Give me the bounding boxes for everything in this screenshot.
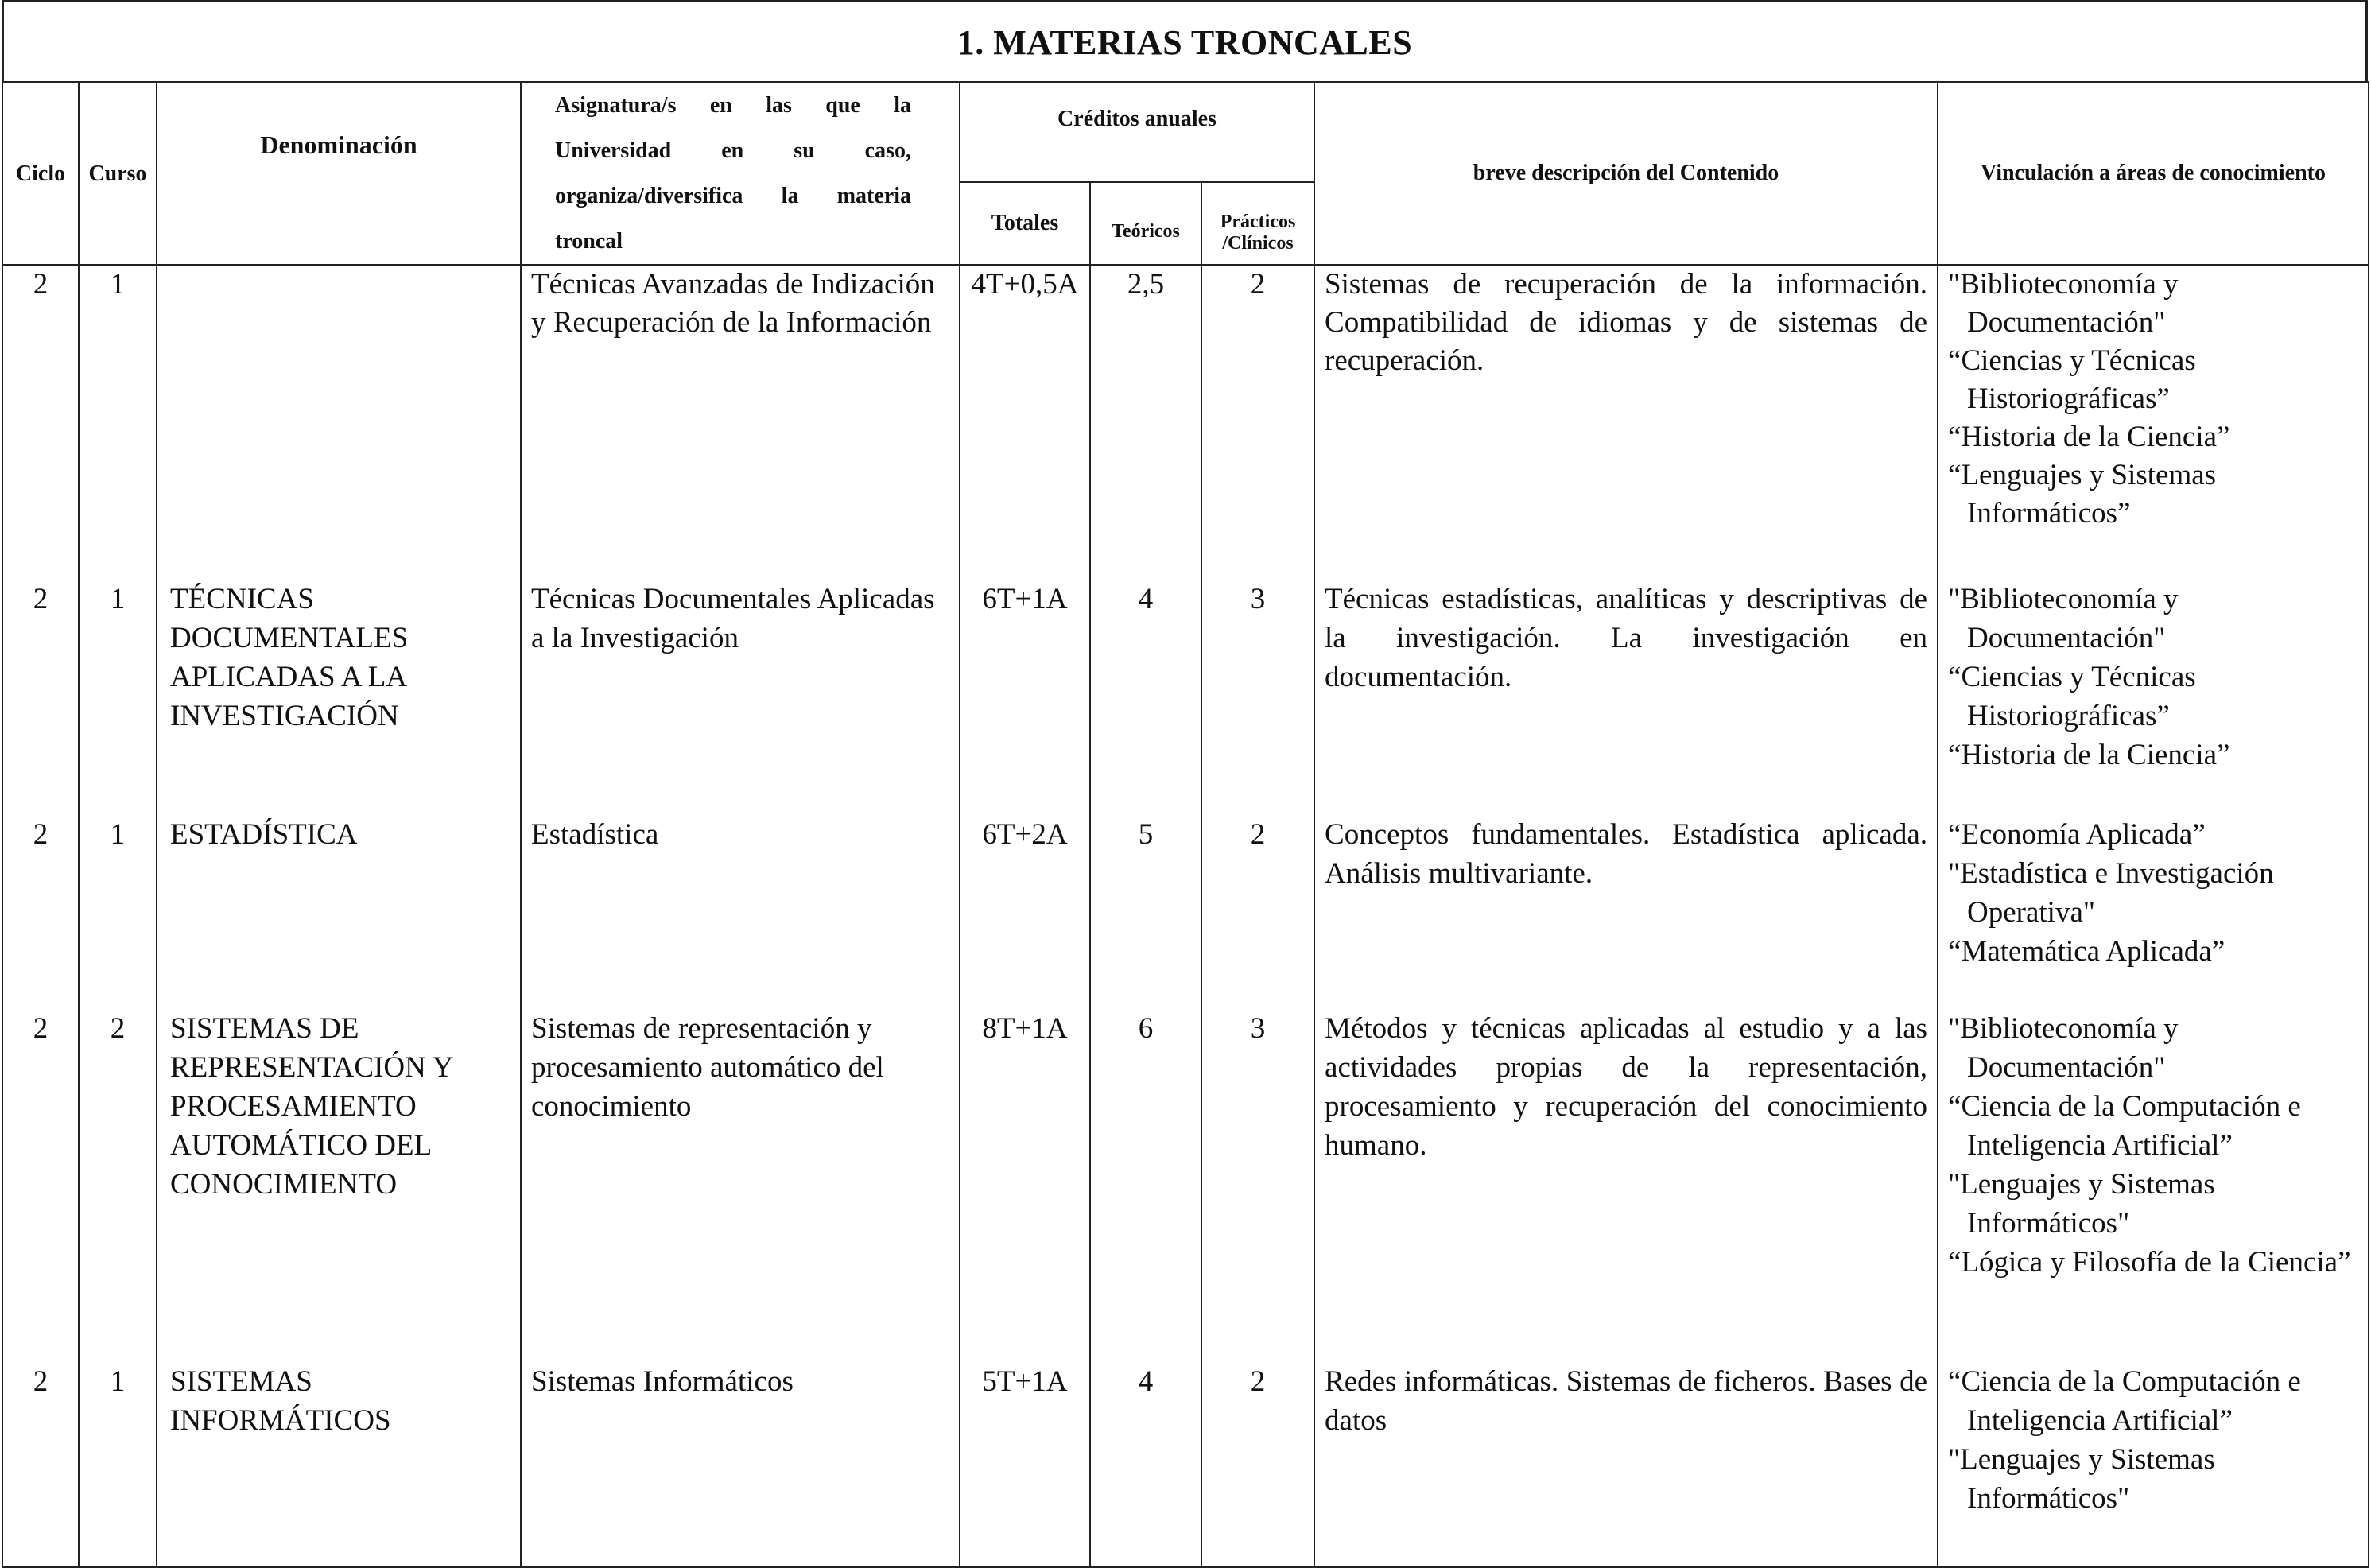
asignatura-cell: Técnicas Avanzadas de Indización y Recuperación de la Información bbox=[521, 265, 960, 575]
table-row bbox=[2, 810, 2369, 1004]
ciclo-cell: 2 bbox=[2, 1004, 79, 1357]
practicos-cell: 2 bbox=[1201, 265, 1314, 575]
area-item: “Ciencia de la Computación e Inteligencia Artificial” bbox=[1948, 1365, 2301, 1437]
practicos-cell: 3 bbox=[1201, 1004, 1314, 1357]
curso-cell: 1 bbox=[79, 575, 157, 810]
table-row bbox=[2, 1004, 2369, 1357]
header-ciclo: Ciclo bbox=[2, 82, 79, 265]
document-page bbox=[2, 0, 2368, 1565]
area-item: “Ciencias y Técnicas Historiográficas” bbox=[1948, 661, 2196, 732]
denominacion-cell: SISTEMAS INFORMÁTICOS bbox=[157, 1357, 521, 1567]
denominacion-cell: ESTADÍSTICA bbox=[157, 810, 521, 1004]
table-row bbox=[2, 265, 2369, 575]
area-item: "Estadística e Investigación Operativa" bbox=[1948, 857, 2274, 929]
ciclo-cell: 2 bbox=[2, 575, 79, 810]
ciclo-cell: 2 bbox=[2, 1357, 79, 1567]
totales-cell: 6T+2A bbox=[960, 810, 1090, 1004]
area-item: "Lenguajes y Sistemas Informáticos" bbox=[1948, 1443, 2215, 1515]
descripcion-cell: Técnicas estadísticas, analíticas y descriptivas de la investigación. La investigación en documentación. bbox=[1314, 575, 1938, 810]
teoricos-cell: 6 bbox=[1090, 1004, 1201, 1357]
curso-cell: 2 bbox=[79, 1004, 157, 1357]
area-item: "Biblioteconomía y Documentación" bbox=[1948, 268, 2179, 339]
asignatura-cell: Sistemas de representación y procesamiento automático del conocimiento bbox=[521, 1004, 960, 1357]
denominacion-cell bbox=[157, 265, 521, 575]
descripcion-cell: Redes informáticas. Sistemas de ficheros. Bases de datos bbox=[1314, 1357, 1938, 1567]
page-title: 1. MATERIAS TRONCALES bbox=[2, 0, 2368, 83]
area-item: “Ciencias y Técnicas Historiográficas” bbox=[1948, 344, 2196, 415]
header-creditos: Créditos anuales bbox=[960, 82, 1314, 182]
curso-cell: 1 bbox=[79, 1357, 157, 1567]
curso-cell: 1 bbox=[79, 265, 157, 575]
area-item: "Lenguajes y Sistemas Informáticos" bbox=[1948, 1168, 2215, 1240]
descripcion-cell: Conceptos fundamentales. Estadística aplicada. Análisis multivariante. bbox=[1314, 810, 1938, 1004]
practicos-cell: 2 bbox=[1201, 1357, 1314, 1567]
header-asignaturas: Asignatura/s en las que la Universidad en su caso, organiza/diversifica la materia troncal bbox=[521, 82, 960, 265]
table-row bbox=[2, 1357, 2369, 1567]
teoricos-cell: 5 bbox=[1090, 810, 1201, 1004]
area-item: “Ciencia de la Computación e Inteligencia Artificial” bbox=[1948, 1090, 2301, 1162]
area-item: "Biblioteconomía y Documentación" bbox=[1948, 583, 2179, 654]
table-row bbox=[2, 575, 2369, 810]
areas-cell bbox=[1938, 265, 2369, 575]
area-item: “Economía Aplicada” bbox=[1948, 818, 2206, 851]
area-item: “Historia de la Ciencia” bbox=[1948, 739, 2230, 771]
materias-table bbox=[2, 81, 2369, 1568]
denominacion-cell: SISTEMAS DE REPRESENTACIÓN Y PROCESAMIENTO AUTOMÁTICO DEL CONOCIMIENTO bbox=[157, 1004, 521, 1357]
totales-cell: 6T+1A bbox=[960, 575, 1090, 810]
totales-cell: 8T+1A bbox=[960, 1004, 1090, 1357]
header-descripcion: breve descripción del Contenido bbox=[1314, 82, 1938, 265]
denominacion-cell: TÉCNICAS DOCUMENTALES APLICADAS A LA INVESTIGACIÓN bbox=[157, 575, 521, 810]
areas-cell bbox=[1938, 1004, 2369, 1357]
header-practicos: Prácticos /Clínicos bbox=[1201, 182, 1314, 265]
header-teoricos: Teóricos bbox=[1090, 182, 1201, 265]
area-item: “Lógica y Filosofía de la Ciencia” bbox=[1948, 1246, 2351, 1279]
header-denominacion: Denominación bbox=[157, 82, 521, 265]
header-vinculacion: Vinculación a áreas de conocimiento bbox=[1938, 82, 2369, 265]
ciclo-cell: 2 bbox=[2, 265, 79, 575]
teoricos-cell: 2,5 bbox=[1090, 265, 1201, 575]
asignatura-cell: Sistemas Informáticos bbox=[521, 1357, 960, 1567]
area-item: “Lenguajes y Sistemas Informáticos” bbox=[1948, 459, 2217, 530]
curso-cell: 1 bbox=[79, 810, 157, 1004]
asignatura-cell: Estadística bbox=[521, 810, 960, 1004]
totales-cell: 5T+1A bbox=[960, 1357, 1090, 1567]
teoricos-cell: 4 bbox=[1090, 575, 1201, 810]
header-totales: Totales bbox=[960, 182, 1090, 265]
teoricos-cell: 4 bbox=[1090, 1357, 1201, 1567]
area-item: “Matemática Aplicada” bbox=[1948, 935, 2225, 968]
descripcion-cell: Sistemas de recuperación de la información. Compatibilidad de idiomas y de sistemas de recuperación. bbox=[1314, 265, 1938, 575]
practicos-cell: 3 bbox=[1201, 575, 1314, 810]
ciclo-cell: 2 bbox=[2, 810, 79, 1004]
descripcion-cell: Métodos y técnicas aplicadas al estudio y a las actividades propias de la representación, procesamiento y recuperación del conocimiento humano. bbox=[1314, 1004, 1938, 1357]
areas-cell bbox=[1938, 810, 2369, 1004]
areas-cell bbox=[1938, 575, 2369, 810]
area-item: “Historia de la Ciencia” bbox=[1948, 421, 2230, 453]
header-curso: Curso bbox=[79, 82, 157, 265]
asignatura-cell: Técnicas Documentales Aplicadas a la Investigación bbox=[521, 575, 960, 810]
areas-cell bbox=[1938, 1357, 2369, 1567]
area-item: "Biblioteconomía y Documentación" bbox=[1948, 1012, 2179, 1084]
totales-cell: 4T+0,5A bbox=[960, 265, 1090, 575]
practicos-cell: 2 bbox=[1201, 810, 1314, 1004]
